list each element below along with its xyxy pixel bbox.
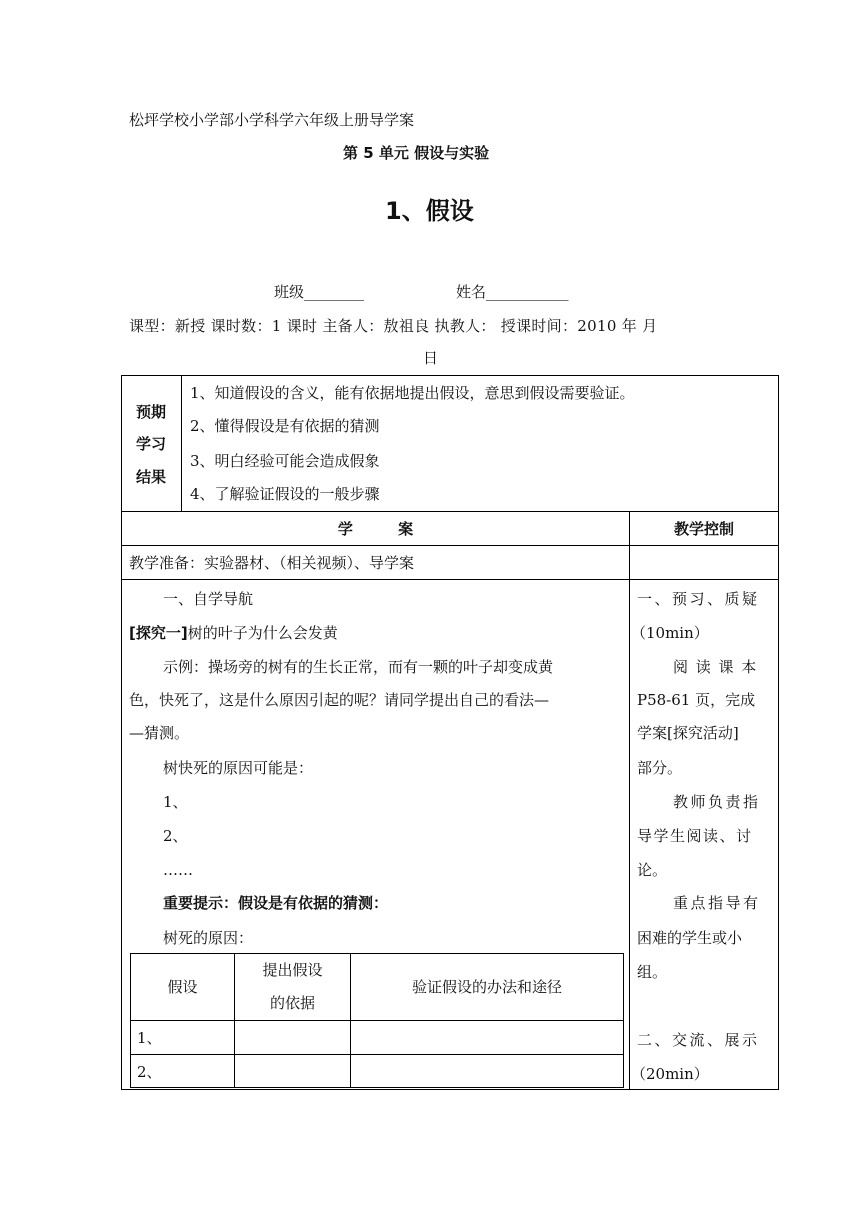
control-line: 部分。 (637, 759, 683, 777)
explore-line (129, 623, 338, 643)
objectives-label-1: 预期 (135, 403, 166, 421)
name-field: 姓名___________ (456, 283, 569, 301)
control-line: 一、预习、质疑 (637, 590, 760, 608)
verify-header: 验证假设的办法和途径 (411, 978, 562, 996)
reason-item: 2、 (163, 827, 188, 845)
control-line: （10min） (631, 624, 709, 642)
objectives-label-3: 结果 (135, 468, 166, 486)
control-line: 教师负责指 (673, 793, 761, 811)
course-info-day: 日 (423, 349, 439, 367)
control-column-header: 教学控制 (673, 520, 734, 538)
teaching-prep: 教学准备：实验器材、（相关视频）、导学案 (129, 554, 415, 572)
objective-item: 1、知道假设的含义，能有依据地提出假设，意思到假设需要验证。 (190, 384, 635, 402)
objective-item: 3、明白经验可能会造成假象 (190, 452, 380, 470)
control-line: 阅 读 课 本 (673, 658, 757, 676)
reason-item: 1、 (163, 793, 188, 811)
explore-tag: [探究一] (129, 624, 188, 642)
plan-column-header: 学 案 (337, 520, 414, 538)
example-line: 示例：操场旁的树有的生长正常，而有一颗的叶子却变成黄 (163, 658, 554, 676)
control-line: 学案[探究活动] (637, 724, 739, 742)
control-line: 组。 (637, 963, 668, 981)
objectives-label-2: 学习 (135, 435, 166, 453)
reason-item: …… (163, 861, 193, 879)
control-line: 重点指导有 (673, 894, 761, 912)
control-line: 导学生阅读、讨 (637, 827, 753, 845)
example-line: —猜测。 (129, 724, 190, 742)
hypothesis-header: 假设 (167, 978, 198, 996)
course-info: 课型：新授 课时数：1 课时 主备人：敖祖良 执教人： 授课时间：2010 年 月 (129, 317, 658, 335)
control-line: （20min） (631, 1065, 709, 1083)
objective-item: 4、了解验证假设的一般步骤 (190, 485, 380, 503)
example-line: 色，快死了，这是什么原因引起的呢？请同学提出自己的看法— (129, 691, 550, 709)
tree-death-label: 树死的原因： (163, 929, 254, 947)
basis-header-line1: 提出假设 (262, 961, 323, 979)
control-line: 论。 (637, 861, 668, 879)
school-line: 松坪学校小学部小学科学六年级上册导学案 (129, 111, 415, 129)
explore-title: 树的叶子为什么会发黄 (187, 624, 338, 642)
table-row: 1、 (137, 1029, 162, 1047)
objective-item: 2、懂得假设是有依据的猜测 (190, 417, 380, 435)
table-row: 2、 (137, 1063, 162, 1081)
reason-prompt: 树快死的原因可能是： (163, 759, 314, 777)
basis-header-line2: 的依据 (269, 994, 315, 1012)
section-heading: 一、自学导航 (163, 590, 254, 608)
class-field: 班级________ (274, 283, 365, 301)
important-tip: 重要提示：假设是有依据的猜测： (163, 894, 389, 912)
control-line: 二、交流、展示 (637, 1031, 760, 1049)
lesson-title: 1、假设 (385, 197, 474, 225)
control-line: 困难的学生或小 (637, 929, 743, 947)
control-line: P58-61 页，完成 (637, 691, 756, 709)
unit-title: 第 5 单元 假设与实验 (343, 144, 490, 162)
